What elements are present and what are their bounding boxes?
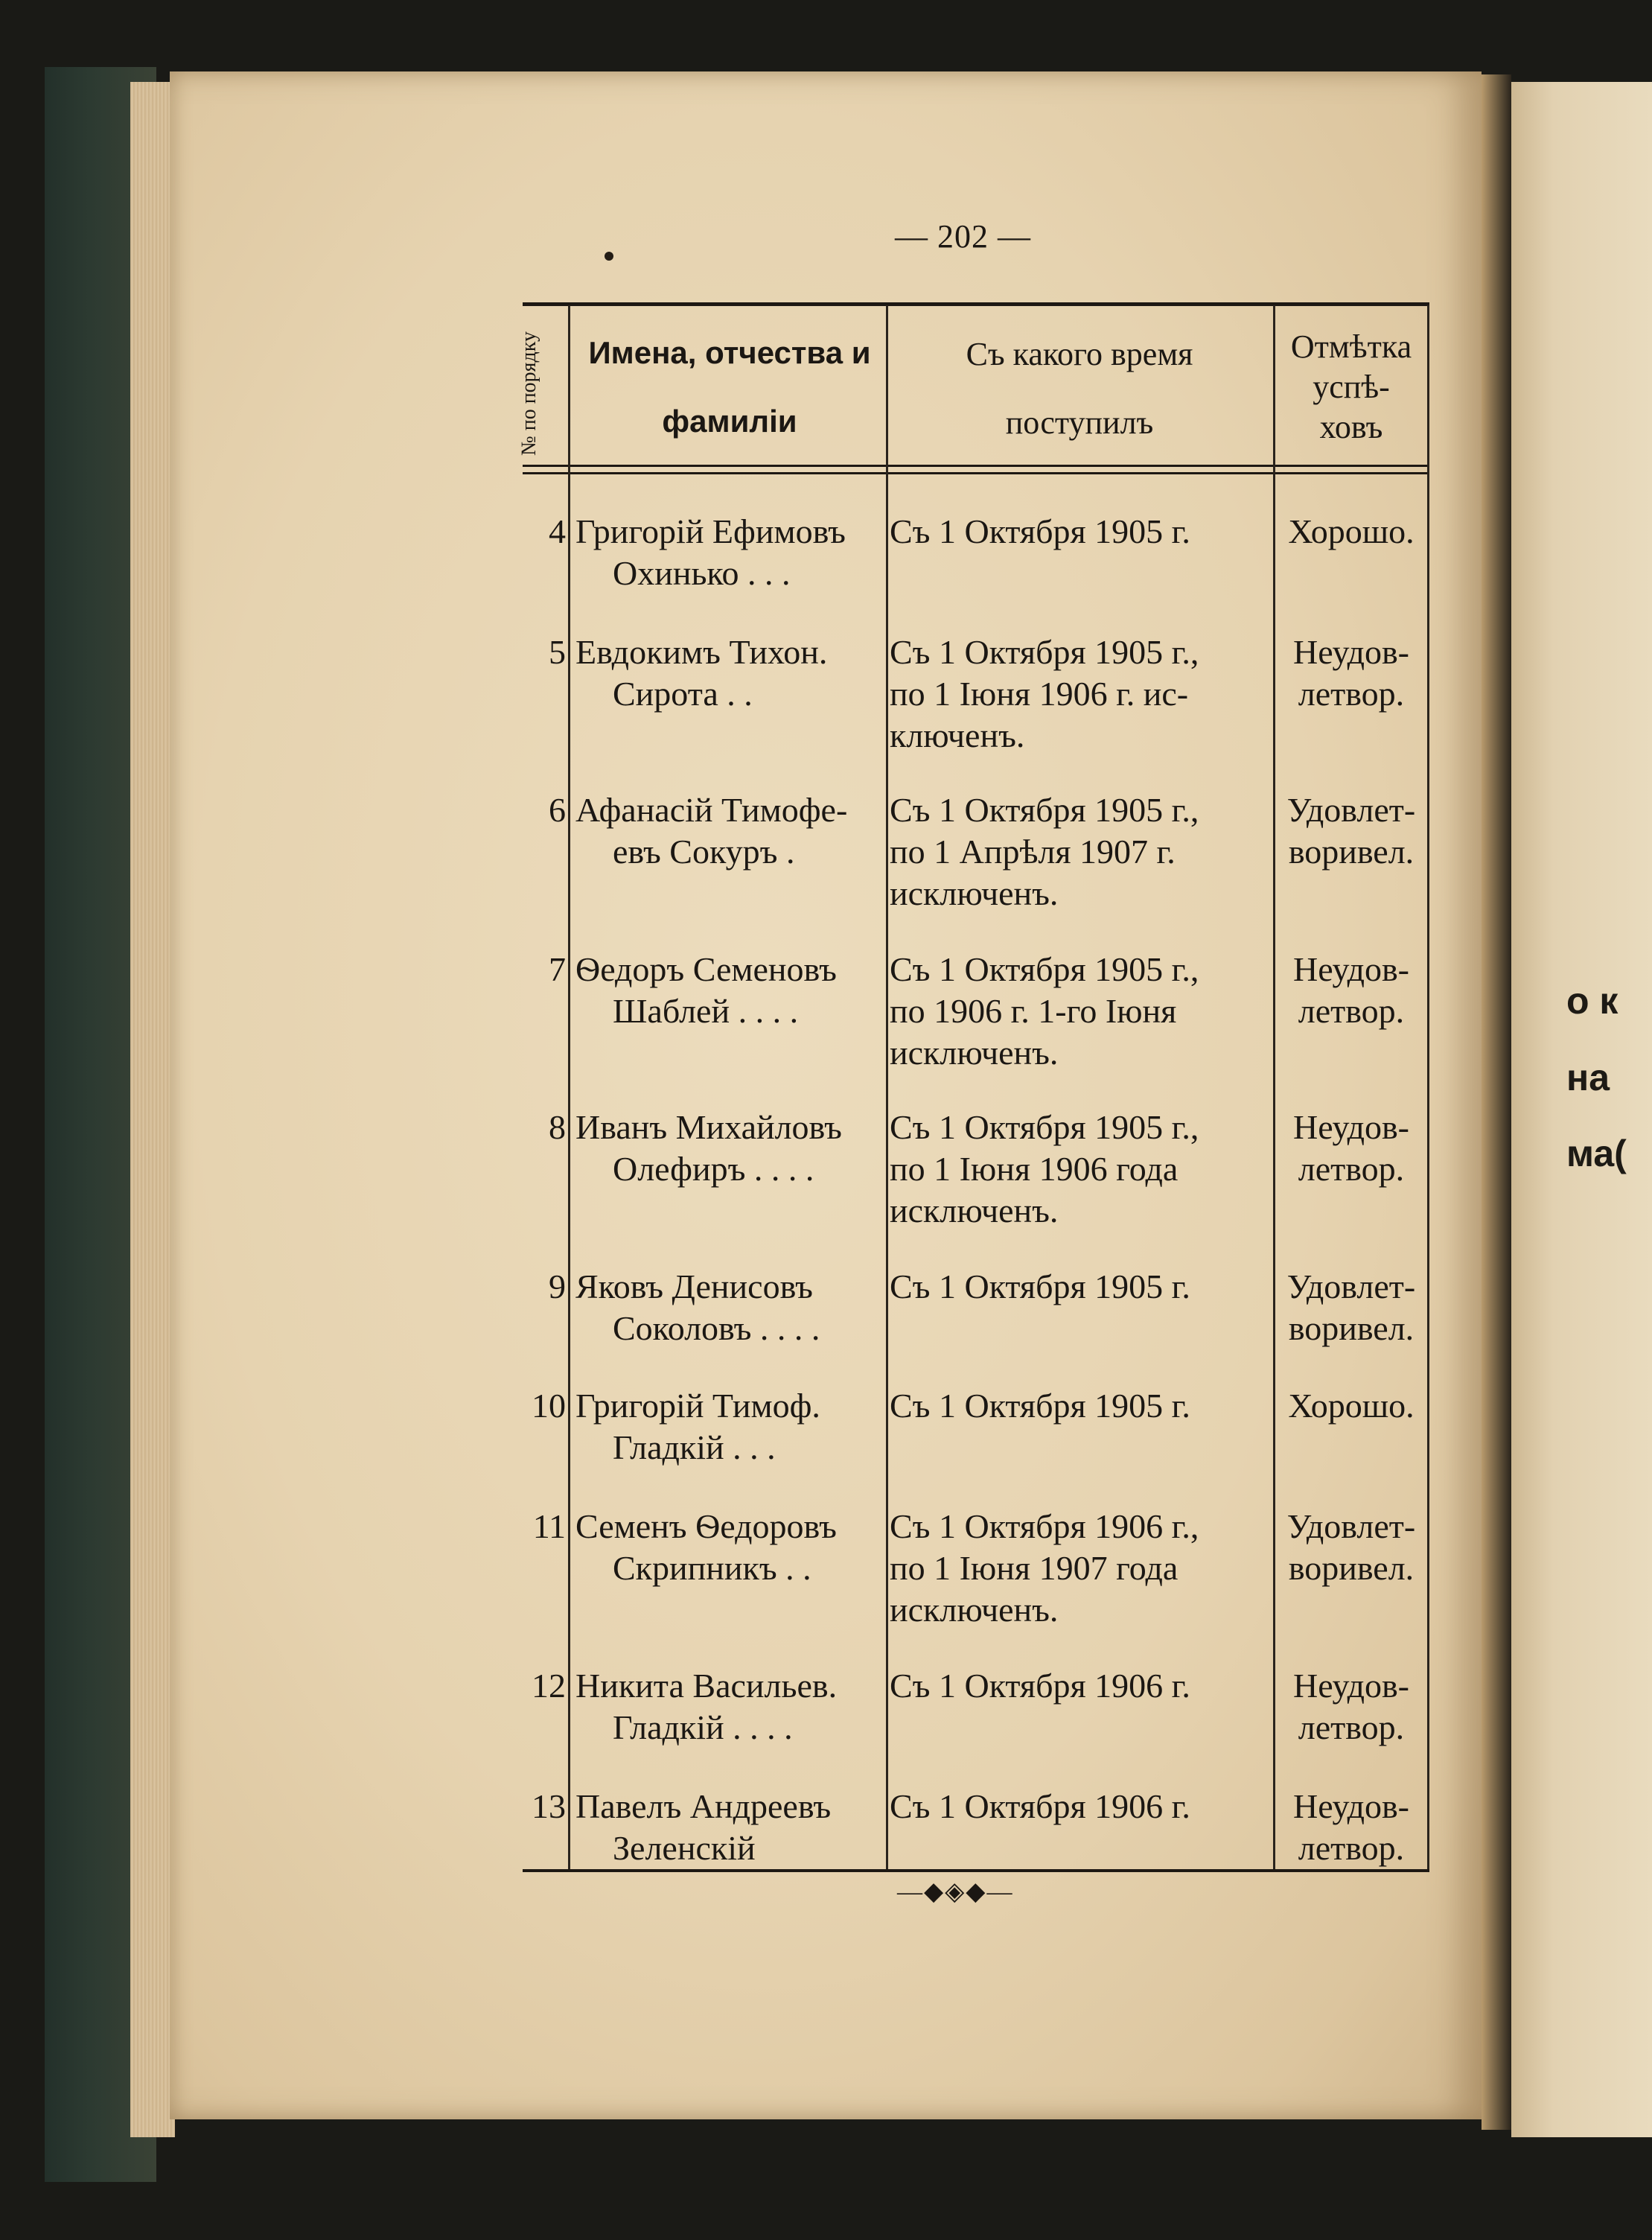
row-mark-line2: летвор. [1298,1708,1405,1746]
row-mark-line1: Неудов- [1292,1787,1410,1825]
column-header-since-1: Съ какого время [966,336,1193,372]
row-since-line2: по 1 Iюня 1906 года [890,1150,1179,1188]
row-number: 11 [532,1507,566,1545]
facing-page [1511,82,1652,2137]
table-top-rule [523,302,1429,306]
row-mark-line1: Неудов- [1292,1108,1410,1146]
row-number: 7 [549,950,566,988]
facing-page-text-2: на [1566,1057,1610,1098]
row-since-line1: Съ 1 Октября 1905 г., [890,791,1199,829]
row-since-line2: по 1 Iюня 1907 года [890,1549,1179,1587]
column-header-name-2: фамилiи [662,404,797,439]
row-number: 12 [532,1667,566,1705]
table-right-edge [1427,305,1429,1869]
page-number: — 202 — [895,218,1031,255]
facing-page-text-1: о к [1566,980,1618,1022]
row-name-line1: Григорiй Тимоф. [575,1387,820,1425]
book-gutter [1482,74,1511,2130]
row-number: 10 [532,1387,566,1425]
row-mark-line2: воривел. [1288,1549,1415,1587]
column-divider-1 [568,305,570,1869]
row-mark-line1: Удовлет- [1286,1267,1416,1305]
page-stack-edge [130,82,175,2137]
row-number: 13 [532,1787,566,1825]
table-bottom-rule [523,1869,1429,1872]
row-number: 8 [549,1108,566,1146]
row-since-line3: ключенъ. [890,716,1025,754]
row-name-line2: Шаблей . . . . [613,992,799,1030]
row-since-line1: Съ 1 Октября 1906 г. [890,1667,1190,1705]
column-header-since-2: поступилъ [1005,404,1154,441]
header-rule-1 [523,465,1429,467]
row-name-line2: Гладкiй . . . [613,1428,776,1466]
row-since-line2: по 1 Апрѣля 1907 г. [890,833,1176,871]
row-name-line2: Сирота . . [613,675,753,713]
row-since-line1: Съ 1 Октября 1905 г., [890,950,1199,988]
row-name-line2: Зеленскiй [613,1829,756,1867]
ornament: —◆◈◆— [897,1878,1014,1906]
column-divider-2 [886,305,888,1869]
row-since-line1: Съ 1 Октября 1905 г., [890,1108,1199,1146]
row-since-line1: Съ 1 Октября 1905 г., [890,633,1199,671]
row-mark-line1: Неудов- [1292,633,1410,671]
row-since-line1: Съ 1 Октября 1905 г. [890,1267,1190,1305]
row-mark-line2: воривел. [1288,1309,1415,1347]
row-number: 4 [549,512,566,550]
row-since-line1: Съ 1 Октября 1906 г. [890,1787,1190,1825]
row-name-line2: Скрипникъ . . [613,1549,811,1587]
row-name-line2: Олефиръ . . . . [613,1150,814,1188]
row-name-line1: Никита Васильев. [575,1667,838,1705]
row-since-line1: Съ 1 Октября 1905 г. [890,512,1190,550]
row-name-line2: евъ Сокуръ . [613,833,795,871]
row-name-line1: Афанасiй Тимофе- [575,791,848,829]
column-header-mark-3: ховъ [1319,409,1383,445]
row-name-line2: Соколовъ . . . . [613,1309,820,1347]
row-mark-line1: Неудов- [1292,1667,1410,1705]
row-number: 5 [549,633,566,671]
row-since-line2: по 1 Iюня 1906 г. ис- [890,675,1189,713]
row-name-line1: Семенъ Ѳедоровъ [575,1507,837,1545]
header-rule-2 [523,472,1429,474]
column-header-mark-1: Отмѣтка [1290,328,1412,365]
row-name-line1: Евдокимъ Тихон. [575,633,828,671]
row-since-line3: исключенъ. [890,1591,1059,1629]
facing-page-text-3: ма( [1566,1133,1627,1174]
row-mark-line2: летвор. [1298,675,1405,713]
row-mark-line2: воривел. [1288,833,1415,871]
row-since-line1: Съ 1 Октября 1905 г. [890,1387,1190,1425]
row-mark-line2: летвор. [1298,1150,1405,1188]
row-mark-line1: Удовлет- [1286,1507,1416,1545]
row-since-line3: исключенъ. [890,874,1059,912]
row-number: 6 [549,791,566,829]
row-mark-line1: Хорошо. [1288,1387,1415,1425]
row-name-line1: Григорiй Ефимовъ [575,512,846,550]
row-name-line2: Охинько . . . [613,554,791,592]
row-since-line1: Съ 1 Октября 1906 г., [890,1507,1199,1545]
row-name-line2: Гладкiй . . . . [613,1708,793,1746]
row-mark-line1: Удовлет- [1286,791,1416,829]
row-name-line1: Иванъ Михайловъ [575,1108,842,1146]
row-mark-line1: Неудов- [1292,950,1410,988]
column-header-name-1: Имена, отчества и [588,335,871,370]
column-header-mark-2: успѣ- [1313,369,1390,405]
row-mark-line1: Хорошо. [1288,512,1415,550]
row-since-line2: по 1906 г. 1-го Iюня [890,992,1177,1030]
row-number: 9 [549,1267,566,1305]
row-mark-line2: летвор. [1298,992,1405,1030]
row-since-line3: исключенъ. [890,1191,1059,1229]
row-mark-line2: летвор. [1298,1829,1405,1867]
row-name-line1: Ѳедоръ Семеновъ [575,950,837,988]
ink-spot [605,252,613,261]
column-header-number: № по порядку [517,331,540,456]
row-name-line1: Яковъ Денисовъ [575,1267,813,1305]
row-since-line3: исключенъ. [890,1034,1059,1072]
row-name-line1: Павелъ Андреевъ [575,1787,832,1825]
